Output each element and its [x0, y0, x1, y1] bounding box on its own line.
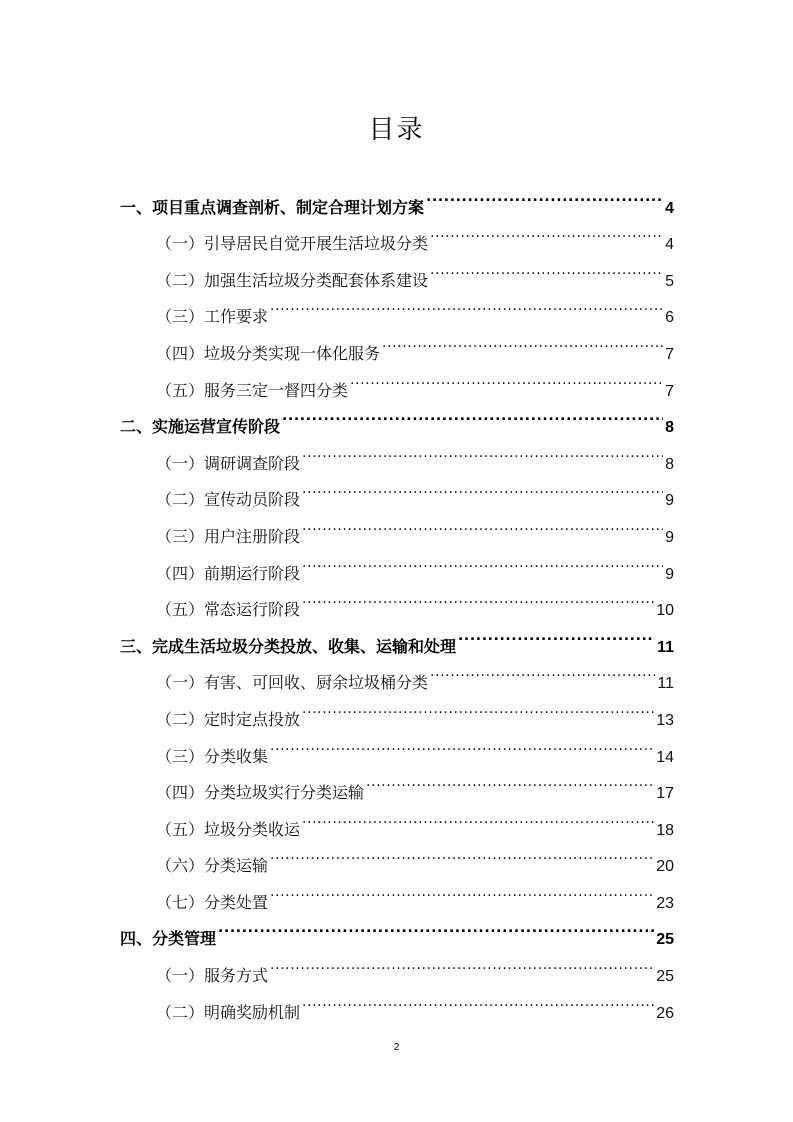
toc-entry-page: 17 — [656, 785, 674, 803]
toc-entry-text: （五）常态运行阶段 — [156, 600, 301, 620]
toc-entry-text: （五）服务三定一督四分类 — [156, 380, 349, 400]
toc-dot-leader — [270, 725, 654, 762]
toc-entry-page: 9 — [665, 565, 674, 583]
toc-entry-text: （二）加强生活垃圾分类配套体系建设 — [156, 270, 429, 290]
toc-entry-text: （三）用户注册阶段 — [156, 526, 301, 546]
toc-entry-text: （四）分类垃圾实行分类运输 — [156, 783, 365, 803]
toc-entry-text: （七）分类处置 — [156, 892, 269, 912]
toc-entry-page: 25 — [656, 931, 674, 949]
toc-entry-page: 9 — [665, 492, 674, 510]
toc-entry-text: （四）垃圾分类实现一体化服务 — [156, 343, 381, 363]
toc-entry-page: 10 — [656, 602, 674, 620]
toc-entry-text: 四、分类管理 — [120, 929, 217, 949]
toc-entry-text: 二、实施运营宣传阶段 — [120, 417, 281, 437]
toc-dot-leader — [302, 469, 663, 506]
toc-dot-leader — [302, 542, 663, 579]
toc-entry-page: 8 — [665, 455, 674, 473]
toc-dot-leader — [282, 396, 663, 433]
toc-entry-page: 6 — [665, 309, 674, 327]
toc-entry-page: 11 — [657, 638, 674, 656]
toc-entry-text: （五）垃圾分类收运 — [156, 819, 301, 839]
toc-dot-leader — [430, 213, 663, 250]
toc-dot-leader — [426, 176, 663, 213]
toc-dot-leader — [270, 944, 654, 981]
toc-entry-page: 11 — [657, 675, 674, 693]
toc-entry-page: 8 — [665, 419, 674, 437]
toc-entry-page: 9 — [665, 528, 674, 546]
toc-dot-leader — [302, 981, 654, 1018]
toc-dot-leader — [302, 798, 654, 835]
toc-entry-text: （二）宣传动员阶段 — [156, 490, 301, 510]
toc-dot-leader — [430, 652, 655, 689]
toc-dot-leader — [218, 908, 654, 945]
toc-heading-entry[interactable] — [120, 176, 674, 217]
toc-dot-leader — [430, 249, 663, 286]
toc-entry-page: 7 — [665, 345, 674, 363]
toc-dot-leader — [350, 359, 663, 396]
toc-entry-page: 4 — [665, 199, 674, 217]
toc-entry-text: 三、完成生活垃圾分类投放、收集、运输和处理 — [120, 636, 457, 656]
toc-entry-page: 25 — [656, 968, 674, 986]
toc-dot-leader — [458, 615, 655, 652]
toc-entry-text: 一、项目重点调查剖析、制定合理计划方案 — [120, 197, 425, 217]
toc-entry-text: （六）分类运输 — [156, 856, 269, 876]
toc-dot-leader — [270, 286, 663, 323]
toc-entry-text: （一）有害、可回收、厨余垃圾桶分类 — [156, 673, 429, 693]
toc-entry-page: 7 — [665, 382, 674, 400]
toc-entry-page: 20 — [656, 858, 674, 876]
toc-dot-leader — [382, 322, 663, 359]
toc-dot-leader — [302, 505, 663, 542]
toc-entry-page: 4 — [665, 236, 674, 254]
toc-entry-text: （二）定时定点投放 — [156, 709, 301, 729]
toc-entry-text: （一）引导居民自觉开展生活垃圾分类 — [156, 234, 429, 254]
toc-dot-leader — [270, 835, 654, 872]
toc-entry-text: （一）服务方式 — [156, 966, 269, 986]
toc-dot-leader — [302, 432, 663, 469]
page-number: 2 — [393, 1042, 400, 1053]
toc-dot-leader — [366, 762, 654, 799]
toc-dot-leader — [302, 688, 654, 725]
toc-entry-page: 18 — [656, 821, 674, 839]
toc-entry-page: 23 — [656, 894, 674, 912]
toc-dot-leader — [302, 579, 654, 616]
toc-entry-page: 5 — [665, 272, 674, 290]
toc-entry-page: 26 — [656, 1004, 674, 1022]
toc-entry-text: （一）调研调查阶段 — [156, 453, 301, 473]
toc-entry-text: （三）工作要求 — [156, 307, 269, 327]
table-of-contents — [120, 176, 674, 1022]
toc-entry-text: （三）分类收集 — [156, 746, 269, 766]
toc-entry-text: （二）明确奖励机制 — [156, 1002, 301, 1022]
toc-entry-page: 13 — [656, 711, 674, 729]
toc-entry-text: （四）前期运行阶段 — [156, 563, 301, 583]
page-title: 目录 — [368, 115, 425, 145]
toc-dot-leader — [270, 871, 654, 908]
toc-entry-page: 14 — [656, 748, 674, 766]
